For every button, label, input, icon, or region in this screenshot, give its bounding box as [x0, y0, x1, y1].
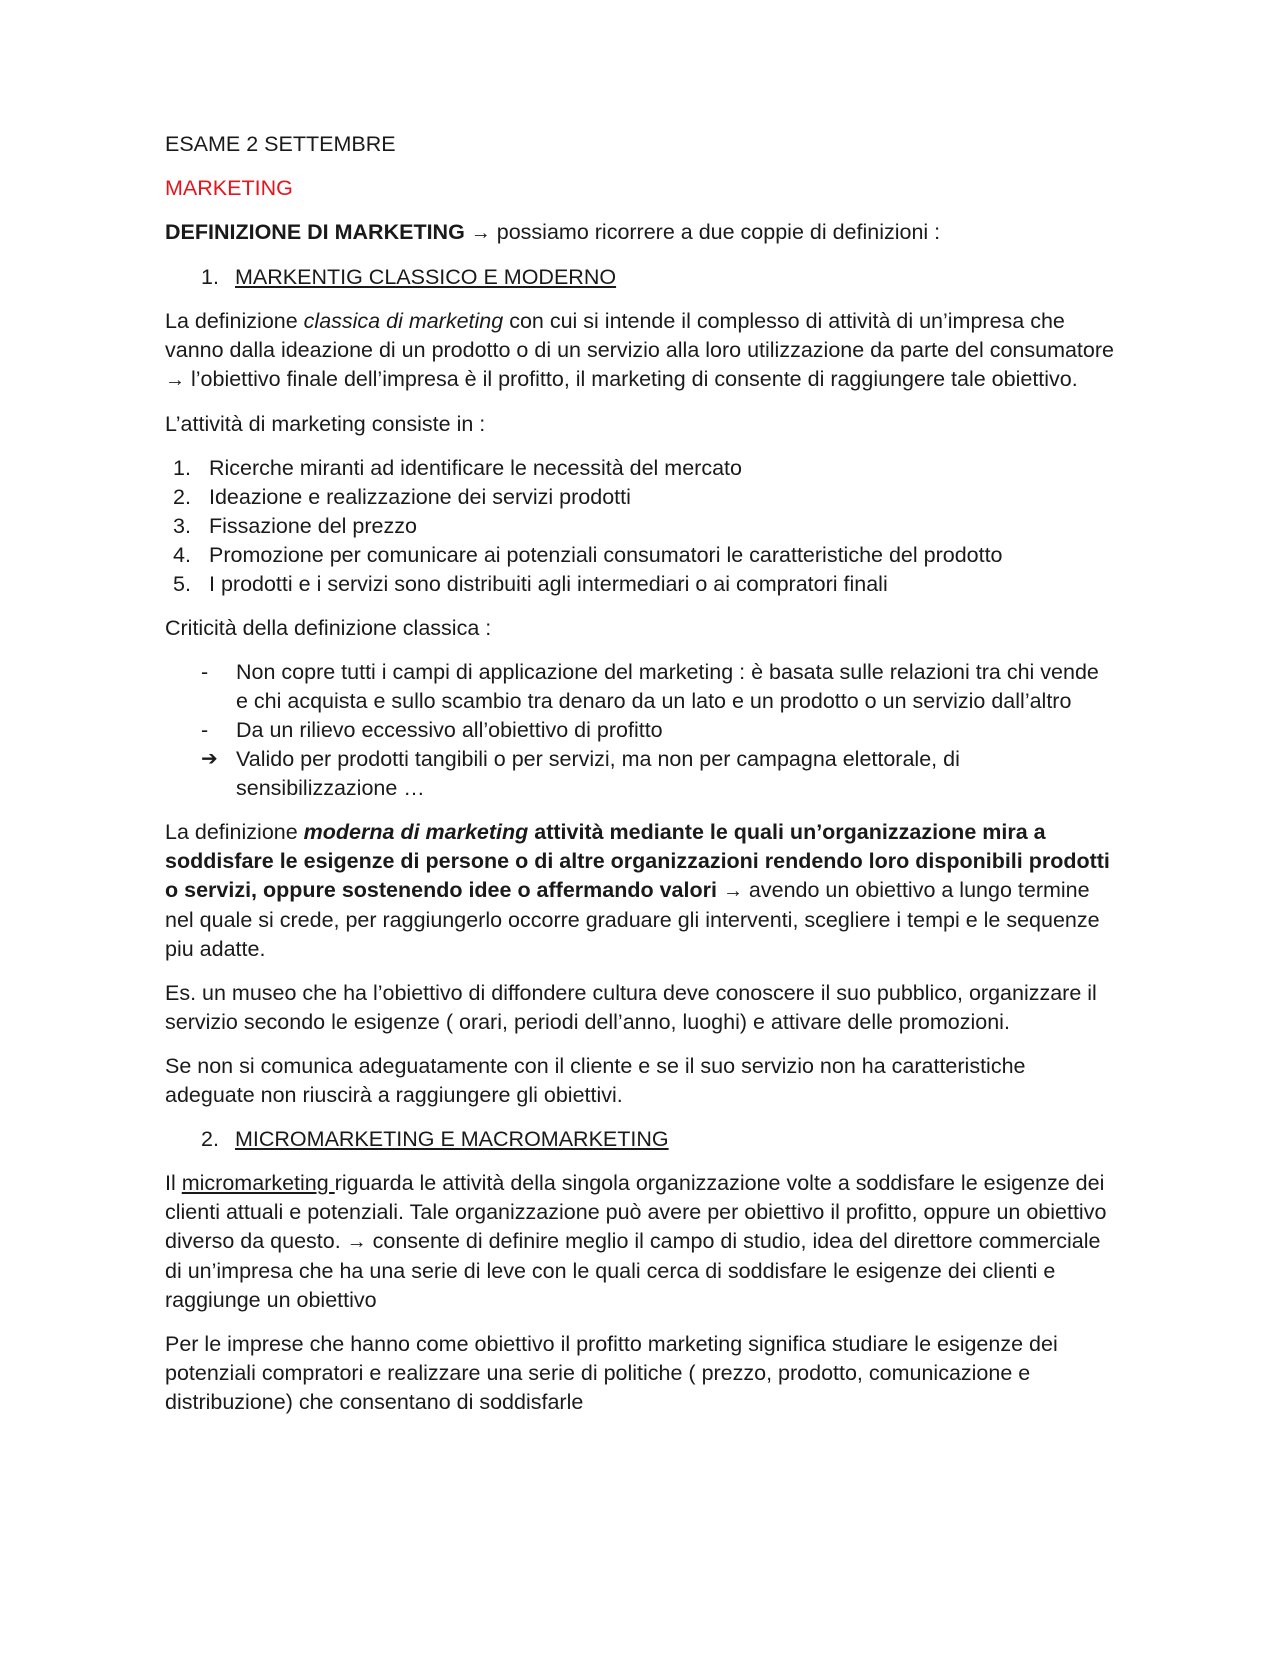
- activity-intro: L’attività di marketing consiste in :: [165, 412, 486, 436]
- arrow-bullet-icon: ➔: [201, 748, 218, 770]
- text-run: riguarda le attività della singola organizzazione volte a soddisfare le esigenze dei clienti attuali e potenziali. Tale organizzazione può avere per obiettivo il profitto, oppure un obiettivo diverso da questo.: [165, 1171, 1107, 1253]
- arrow-right-icon: →: [165, 369, 185, 391]
- critique-list: [165, 658, 1115, 803]
- list-text: Valido per prodotti tangibili o per servizi, ma non per campagna elettorale, di sensibilizzazione …: [236, 747, 960, 800]
- document-page: [165, 130, 1115, 1432]
- list-text: Ideazione e realizzazione dei servizi prodotti: [209, 485, 631, 509]
- micromarketing-paragraph: [165, 1169, 1115, 1315]
- list-text: I prodotti e i servizi sono distribuiti agli intermediari o ai compratori finali: [209, 572, 888, 596]
- list-item: [165, 541, 1115, 570]
- dash-bullet: -: [201, 718, 209, 742]
- museum-example-paragraph: Es. un museo che ha l’obiettivo di diffondere cultura deve conoscere il suo pubblico, organizzare il servizio secondo le esigenze ( orari, periodi dell’anno, luoghi) e attivare delle promozioni.: [165, 981, 1097, 1034]
- text-run: con cui si intende il complesso di attività di un’impresa che vanno dalla ideazione di un prodotto o di un servizio alla loro utilizzazione da parte del consumatore: [165, 309, 1114, 362]
- list-text: Non copre tutti i campi di applicazione del marketing : è basata sulle relazioni tra chi vende e chi acquista e sullo scambio tra denaro da un lato e un prodotto o un servizio dall’altro: [236, 660, 1099, 713]
- section-title: MARKENTIG CLASSICO E MODERNO: [235, 265, 617, 289]
- section-heading-2: [165, 1125, 1115, 1154]
- text-run: La definizione: [165, 820, 304, 844]
- definition-text: possiamo ricorrere a due coppie di definizioni :: [490, 220, 941, 244]
- section-heading-1: [165, 263, 1115, 292]
- list-item: [165, 716, 1115, 745]
- arrow-right-icon: →: [722, 880, 743, 902]
- list-number: 3.: [173, 514, 191, 538]
- modern-definition-paragraph: [165, 818, 1115, 964]
- list-item: [165, 483, 1115, 512]
- list-item: [165, 454, 1115, 483]
- list-item: [165, 745, 1115, 803]
- list-number: 2.: [173, 485, 191, 509]
- arrow-right-icon: →: [346, 1231, 367, 1253]
- definition-line: [165, 218, 1115, 248]
- activity-list: [165, 454, 1115, 599]
- list-number: 5.: [173, 572, 191, 596]
- arrow-right-icon: →: [470, 222, 491, 244]
- dash-bullet: -: [201, 660, 209, 684]
- text-run: avendo un obiettivo a lungo termine nel quale si crede, per raggiungerlo occorre graduare gli interventi, scegliere i tempi e le sequenze piu adatte.: [165, 878, 1100, 961]
- bold-italic-term: moderna di marketing: [303, 820, 529, 844]
- bold-definition: attività mediante le quali un’organizzazione mira a soddisfare le esigenze di persone o di altre organizzazioni rendendo loro disponibili prodotti o servizi, oppure sostenendo idee o affermando valori: [165, 820, 1110, 902]
- client-paragraph: Se non si comunica adeguatamente con il cliente e se il suo servizio non ha caratteristiche adeguate non riuscirà a raggiungere gli obiettivi.: [165, 1054, 1026, 1107]
- profit-paragraph: Per le imprese che hanno come obiettivo il profitto marketing significa studiare le esigenze dei potenziali compratori e realizzare una serie di politiche ( prezzo, prodotto, comunicazione e distribuzione) che consentano di soddisfarle: [165, 1332, 1058, 1414]
- text-run: consente di definire meglio il campo di studio, idea del direttore commerciale di un’impresa che ha una serie di leve con le quali cerca di soddisfare le esigenze dei clienti e raggiunge un obiettivo: [165, 1229, 1101, 1312]
- list-text: Da un rilievo eccessivo all’obiettivo di profitto: [236, 718, 663, 742]
- list-text: Promozione per comunicare ai potenziali consumatori le caratteristiche del prodotto: [209, 543, 1003, 567]
- section-title: MICROMARKETING E MACROMARKETING: [235, 1127, 669, 1151]
- list-item: [165, 512, 1115, 541]
- text-run: La definizione: [165, 309, 304, 333]
- italic-term: classica di marketing: [303, 309, 504, 333]
- text-run: l’obiettivo finale dell’impresa è il profitto, il marketing di consente di raggiungere tale obiettivo.: [185, 367, 1078, 391]
- exam-title: ESAME 2 SETTEMBRE: [165, 132, 396, 156]
- list-text: Ricerche miranti ad identificare le necessità del mercato: [209, 456, 742, 480]
- text-run: Il: [165, 1171, 182, 1195]
- underlined-term: micromarketing: [181, 1171, 335, 1195]
- list-item: [165, 570, 1115, 599]
- list-text: Fissazione del prezzo: [209, 514, 417, 538]
- definition-label: DEFINIZIONE DI MARKETING: [165, 220, 465, 244]
- section-number: 2.: [201, 1127, 219, 1151]
- section-number: 1.: [201, 265, 219, 289]
- subject-title: MARKETING: [165, 176, 293, 200]
- critique-intro: Criticità della definizione classica :: [165, 616, 492, 640]
- classic-definition-paragraph: [165, 307, 1115, 395]
- list-number: 4.: [173, 543, 191, 567]
- list-number: 1.: [173, 456, 191, 480]
- list-item: [165, 658, 1115, 716]
